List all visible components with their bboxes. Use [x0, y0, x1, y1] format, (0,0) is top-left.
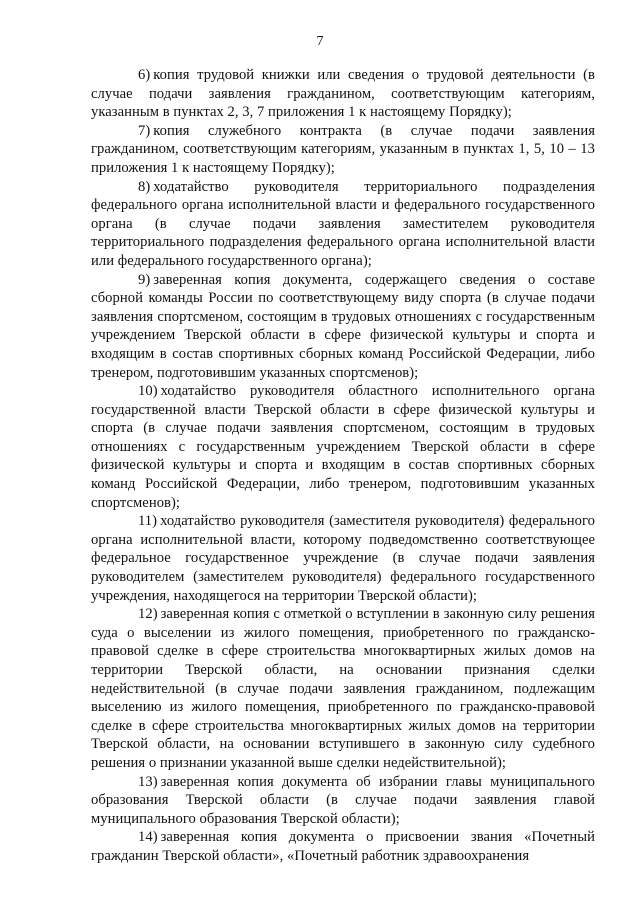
- item-number: 14): [138, 829, 158, 846]
- item-text: ходатайство руководителя областного исполнительного органа государственной власти Тверской области в сфере физической культуры и спорта (в случае подачи заявления спортсменом, состоящим в трудовых отношениях с государственным учреждением Тверской области в сфере физической культуры и спорта и входящим в состав спортивных сборных команд Российской Федерации, либо тренером, подготовившим указанных спортсменов);: [91, 383, 595, 511]
- item-number: 13): [138, 773, 158, 790]
- item-number: 10): [138, 383, 158, 400]
- item-text: заверенная копия с отметкой о вступлении в законную силу решения суда о выселении из жилого помещения, приобретенного по гражданско-правовой сделке в сфере строительства многоквартирных жилых домов на территории Тверской области, на основании признания сделки недействительной (в случае подачи заявления гражданином, подлежащим выселению из жилого помещения, приобретенного по гражданско-правовой сделке в сфере строительства многоквартирных жилых домов на территории Тверской области, на основании вступившего в законную силу судебного решения о признании указанной выше сделки недействительной);: [91, 606, 595, 771]
- list-item: [91, 828, 595, 865]
- item-text: копия трудовой книжки или сведения о трудовой деятельности (в случае подачи заявления гражданином, соответствующим категориям, указанным в пунктах 2, 3, 7 приложения 1 к настоящему Порядку);: [91, 67, 595, 121]
- list-item: [91, 66, 595, 122]
- item-number: 6): [138, 67, 151, 83]
- list-item: [91, 178, 595, 271]
- list-item: [91, 512, 595, 605]
- item-text: копия служебного контракта (в случае подачи заявления гражданином, соответствующим категориям, указанным в пунктах 1, 5, 10 – 13 приложения 1 к настоящему Порядку);: [91, 122, 595, 176]
- page-number: 7: [316, 34, 324, 49]
- item-text: ходатайство руководителя территориального подразделения федерального органа исполнительной власти и федерального государственного органа (в случае подачи заявления заместителем руководителя территориального подразделения федерального органа исполнительной власти или федерального государственного органа);: [91, 178, 595, 269]
- item-number: 8): [138, 178, 151, 195]
- item-text: заверенная копия документа об избрании главы муниципального образования Тверской области (в случае подачи заявления главой муниципального образования Тверской области);: [91, 773, 595, 827]
- list-item: [91, 605, 595, 772]
- list-item: [91, 271, 595, 383]
- item-number: 9): [138, 271, 151, 288]
- item-number: 11): [138, 513, 158, 530]
- item-text: заверенная копия документа о присвоении звания «Почетный гражданин Тверской области», «Почетный работник здравоохранения: [91, 829, 595, 864]
- document-body: [91, 66, 595, 866]
- item-number: 7): [138, 122, 151, 139]
- list-item: [91, 122, 595, 178]
- item-number: 12): [138, 606, 158, 623]
- item-text: заверенная копия документа, содержащего сведения о составе сборной команды России по соответствующему виду спорта (в случае подачи заявления спортсменом, состоящим в трудовых отношениях с государственным учреждением Тверской области в сфере физической культуры и спорта и входящим в состав спортивных сборных команд Российской Федерации, либо тренером, подготовившим указанных спортсменов);: [91, 271, 595, 381]
- list-item: [91, 382, 595, 512]
- list-item: [91, 773, 595, 829]
- item-text: ходатайство руководителя (заместителя руководителя) федерального органа исполнительной власти, которому подведомственно соответствующее федеральное государственное учреждение (в случае подачи заявления руководителем (заместителем руководителя) федерального государственного учреждения, находящегося на территории Тверской области);: [91, 513, 595, 604]
